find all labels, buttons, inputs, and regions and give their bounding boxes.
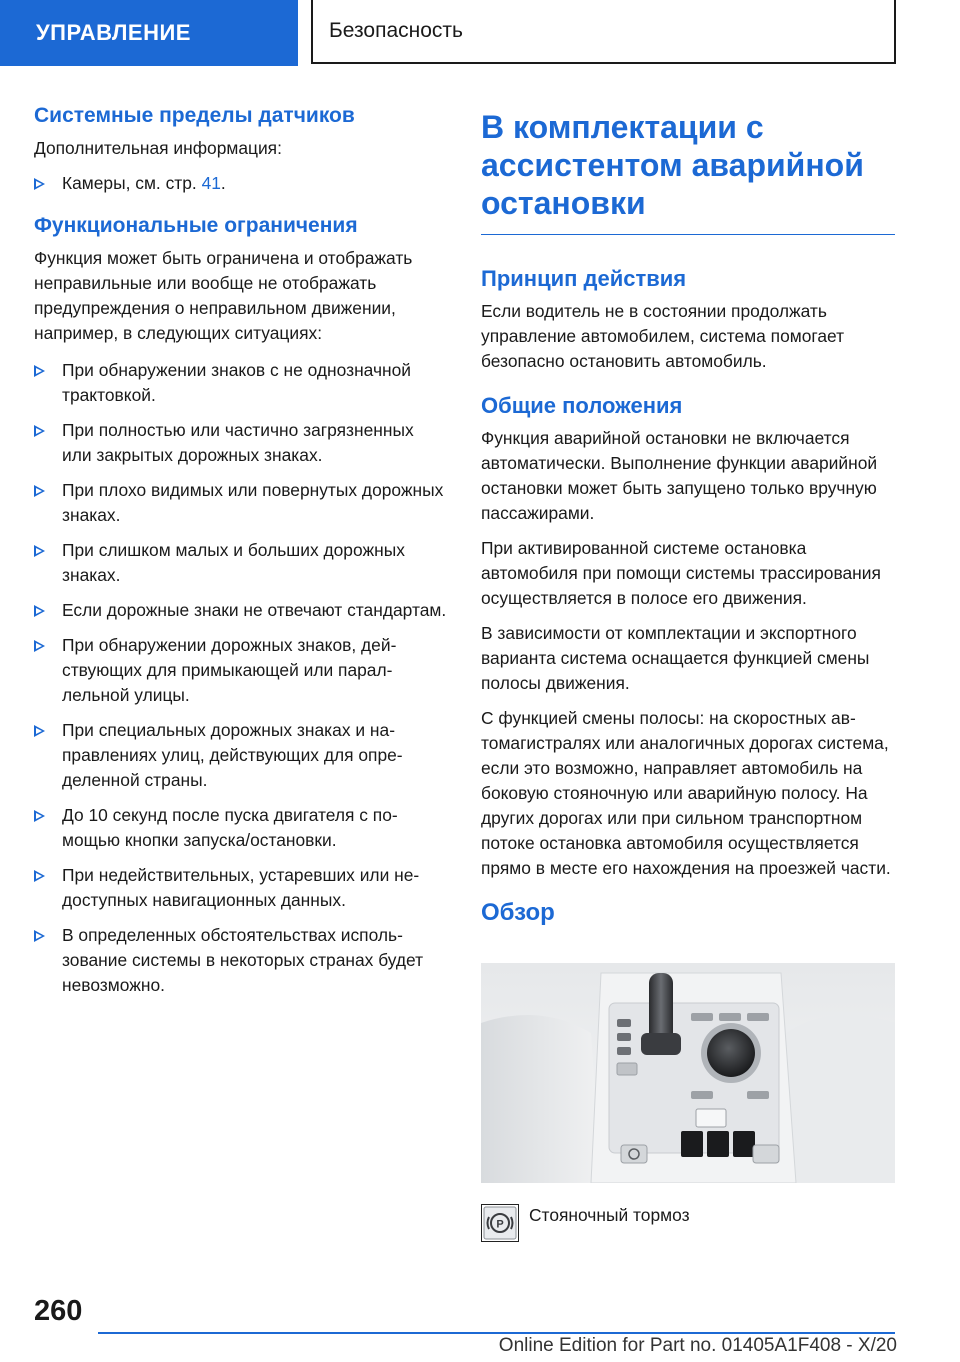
- title-divider: [481, 234, 895, 235]
- triangle-bullet-icon: [34, 605, 45, 617]
- list-additional-info: [34, 171, 448, 196]
- center-console-illustration: [481, 963, 895, 1183]
- heading-functional-limits: Функциональные ограничения: [34, 214, 358, 237]
- center-console-photo: [481, 963, 895, 1183]
- triangle-bullet-icon: [34, 930, 45, 942]
- photo-legend: [481, 1204, 895, 1246]
- heading-overview: Обзор: [481, 899, 555, 926]
- list-item: [34, 478, 448, 528]
- edition-text: Online Edition for Part no. 01405A1F408 - X/20: [498, 1335, 897, 1356]
- heading-sensor-limits: Системные пределы датчиков: [34, 104, 355, 127]
- list-item-text: До 10 секунд после пуска двигателя с помощью кнопки запуска/остановки.: [62, 805, 398, 850]
- section-title: УПРАВЛЕНИЕ: [36, 20, 191, 45]
- list-item: [34, 923, 448, 998]
- list-item-text: При специальных дорожных знаках и направлениях улиц, действующих для определенной страны.: [62, 720, 403, 790]
- page-number: 260: [34, 1295, 83, 1327]
- list-item: [34, 863, 448, 913]
- paragraph-general-1: Функция аварийной остановки не включается автоматически. Выполнение функции аварийной остановки может быть запущено только вручную пассажирами.: [481, 428, 878, 523]
- footer-divider: [98, 1332, 895, 1334]
- paragraph-additional-info: Дополнительная информация:: [34, 138, 282, 158]
- paragraph-general-3: В зависимости от комплектации и экспортного варианта система оснащается функцией смены полосы движения.: [481, 623, 870, 693]
- list-item-text: При обнаружении дорожных знаков, действующих для примыкающей или параллельной улицы.: [62, 635, 397, 705]
- list-item-text: При обнаружении знаков с не однозначной трактовкой.: [62, 360, 412, 405]
- topic-tab: [311, 0, 896, 64]
- list-item: [34, 418, 448, 468]
- right-column: [481, 108, 895, 933]
- page-link[interactable]: 41: [201, 173, 221, 193]
- triangle-bullet-icon: [34, 365, 45, 377]
- list-item-text: При слишком малых и больших дорожных знаках.: [62, 540, 405, 585]
- list-item: [34, 803, 448, 853]
- paragraph-general-4: С функцией смены полосы: на скоростных автомагистралях или аналогичных дорогах система, если это возможно, направляет автомобиль на боковую стояночную или аварийную полосу. На других дорогах или при сильном транспортном потоке остановка автомобиля осуществляется прямо в месте его нахождения на проезжей части.: [481, 708, 891, 878]
- triangle-bullet-icon: [34, 178, 45, 190]
- triangle-bullet-icon: [34, 425, 45, 437]
- list-item: [34, 633, 448, 708]
- list-item-text: При полностью или частично загрязненных или закрытых дорожных знаках.: [62, 420, 414, 465]
- list-item-text: Если дорожные знаки не отвечают стандартам.: [62, 600, 447, 620]
- list-item: [34, 538, 448, 588]
- paragraph-principle: Если водитель не в состоянии продолжать управление автомобилем, система помогает безопасно остановить автомобиль.: [481, 301, 845, 371]
- triangle-bullet-icon: [34, 870, 45, 882]
- heading-general: Общие положения: [481, 393, 683, 418]
- section-tab: [0, 0, 298, 66]
- list-item: [34, 718, 448, 793]
- paragraph-general-2: При активированной системе остановка автомобиля при помощи системы трассирования осуществляется в полосе его движения.: [481, 538, 881, 608]
- legend-label: Стояночный тормоз: [529, 1205, 690, 1225]
- triangle-bullet-icon: [34, 640, 45, 652]
- list-item: [34, 358, 448, 408]
- list-item-text: В определенных обстоятельствах использование системы в некоторых странах будет невозможно.: [62, 925, 424, 995]
- list-item-tail: .: [220, 173, 226, 193]
- triangle-bullet-icon: [34, 810, 45, 822]
- list-item-text: При недействительных, устаревших или недоступных навигационных данных.: [62, 865, 420, 910]
- topic-title: Безопасность: [329, 19, 463, 42]
- left-column: [34, 102, 448, 1010]
- triangle-bullet-icon: [34, 725, 45, 737]
- list-item: [34, 171, 448, 196]
- triangle-bullet-icon: [34, 545, 45, 557]
- list-item-text: Камеры, см. стр.: [62, 173, 202, 193]
- paragraph-functional-limits: Функция может быть ограничена и отображать неправильные или вообще не отображать предупреждения о неправильном движении, например, в следующих ситуациях:: [34, 248, 413, 343]
- list-item: [34, 598, 448, 623]
- svg-text:P: P: [496, 1218, 504, 1231]
- triangle-bullet-icon: [34, 485, 45, 497]
- parking-brake-icon: [481, 1204, 519, 1242]
- list-item-text: При плохо видимых или повернутых дорожных знаках.: [62, 480, 444, 525]
- chapter-title: В комплектации с ассистентом аварийной остановки: [481, 109, 864, 221]
- heading-principle: Принцип действия: [481, 266, 687, 291]
- list-situations: [34, 358, 448, 998]
